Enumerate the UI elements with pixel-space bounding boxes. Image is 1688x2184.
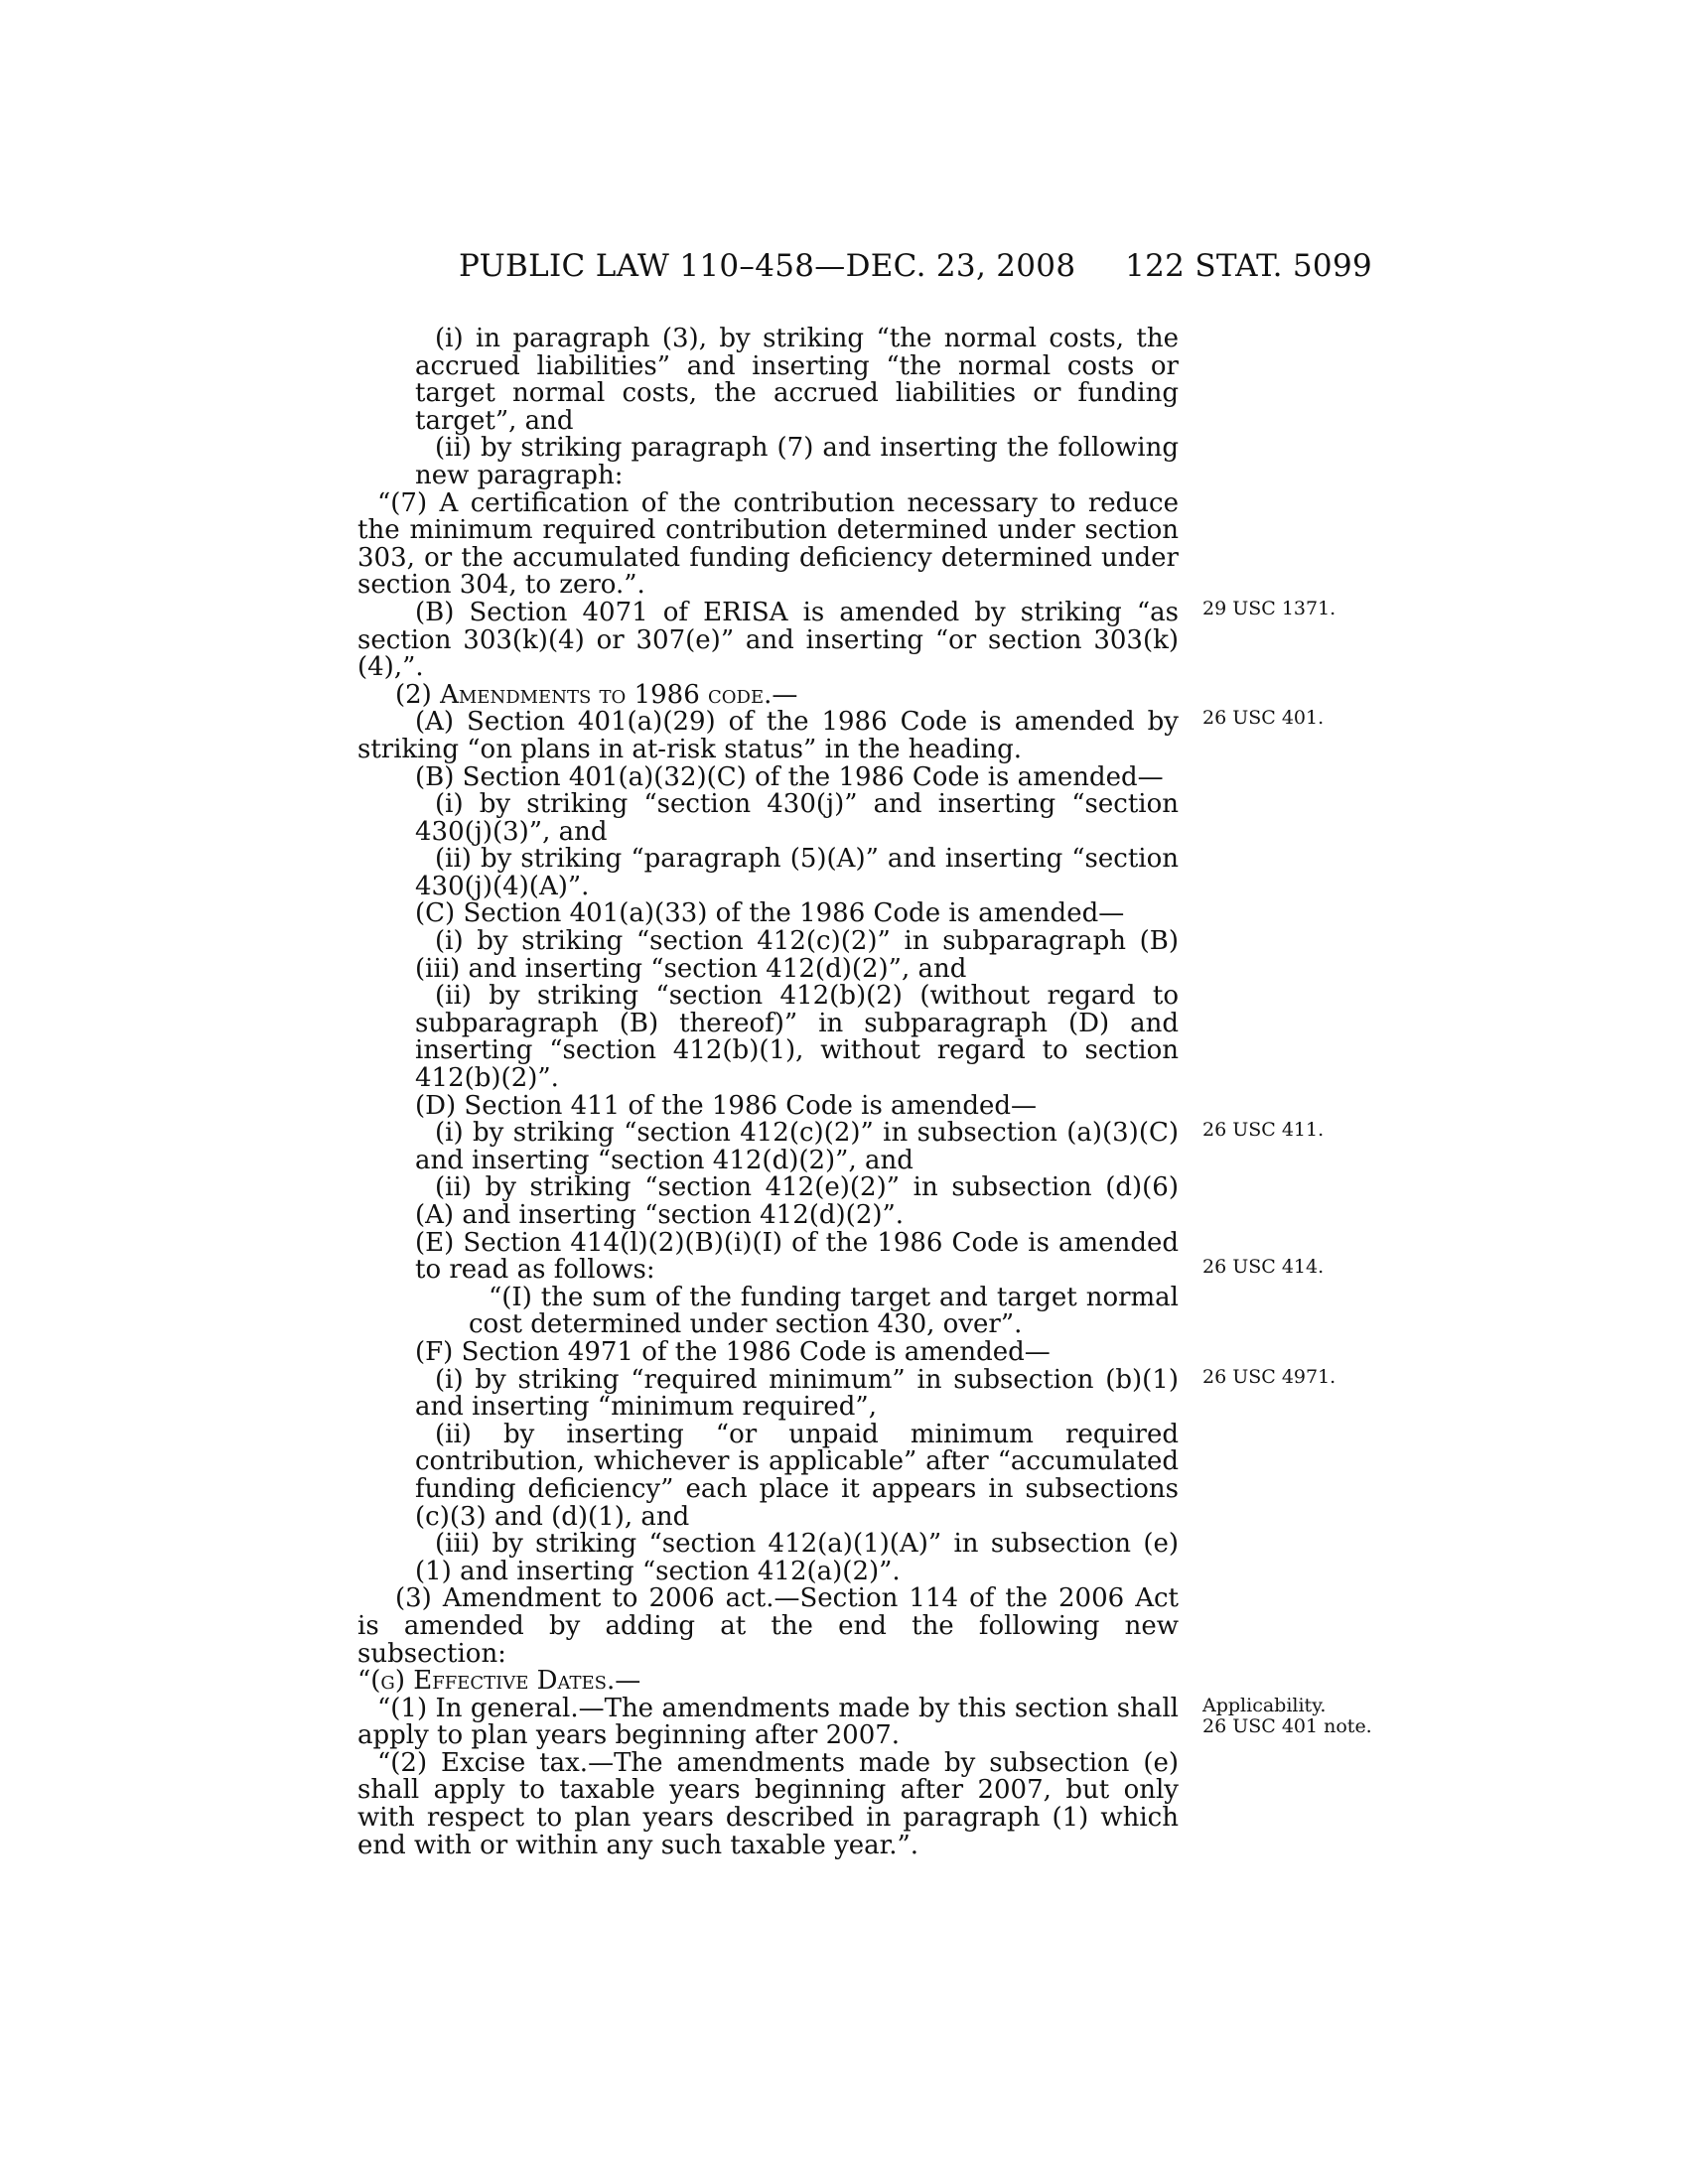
paragraph-quoted: “(I) the sum of the funding target and target normal cost determined under section 430, over”. [469,1282,1179,1340]
paragraph-clause: (i) by striking “section 430(j)” and inserting “section 430(j)(3)”, and [415,789,1179,847]
paragraph-subparagraph: (B) Section 401(a)(32)(C) of the 1986 Code is amended— [415,761,1164,792]
margin-note: Applicability. [1202,1695,1327,1716]
paragraph-clause: (ii) by striking “section 412(b)(2) (without regard to subparagraph (B) thereof)” in subparagraph (D) and inserting “section 412(b)(1), without regard to section 412(b)(2)”. [415,981,1179,1094]
margin-note: 26 USC 414. [1202,1256,1325,1278]
paragraph-subparagraph: (F) Section 4971 of the 1986 Code is amended— [415,1336,1051,1367]
margin-note: 29 USC 1371. [1202,598,1336,619]
paragraph-clause: (i) by striking “section 412(c)(2)” in subsection (a)(3)(C) and inserting “section 412(d)(2)”, and [415,1118,1179,1175]
paragraph-subparagraph: (A) Section 401(a)(29) of the 1986 Code is amended by striking “on plans in at-risk status” in the heading. [357,707,1179,764]
paragraph-quoted: “(2) Excise tax.—The amendments made by subsection (e) shall apply to taxable years beginning after 2007, but only with respect to plan years described in paragraph (1) which end with or within any such taxable year.”. [357,1747,1179,1860]
paragraph-clause: (ii) by striking “section 412(e)(2)” in subsection (d)(6)(A) and inserting “section 412(d)(2)”. [415,1172,1179,1230]
paragraph-clause: (iii) by striking “section 412(a)(1)(A)” in subsection (e)(1) and inserting “section 412(a)(2)”. [415,1529,1179,1586]
paragraph-clause: (ii) by striking paragraph (7) and inserting the following new paragraph: [415,433,1179,490]
paragraph-clause: (ii) by striking “paragraph (5)(A)” and inserting “section 430(j)(4)(A)”. [415,844,1179,901]
paragraph-heading: “(g) Effective Dates.— [357,1666,641,1697]
paragraph-quoted: “(7) A certification of the contribution necessary to reduce the minimum required contribution determined under section 303, or the accumulated funding deficiency determined under section 304, to zero.”. [357,487,1179,601]
margin-note: 26 USC 4971. [1202,1366,1336,1388]
paragraph-amendment: (3) Amendment to 2006 act.—Section 114 of the 2006 Act is amended by adding at the end the following new subsection: [357,1583,1179,1669]
running-head-page-number: 122 STAT. 5099 [1125,248,1372,284]
paragraph-clause: (i) by striking “section 412(c)(2)” in subparagraph (B)(iii) and inserting “section 412(d)(2)”, and [415,926,1179,984]
paragraph-clause: (ii) by inserting “or unpaid minimum required contribution, whichever is applicable” after “accumulated funding deficiency” each place it appears in subsections (c)(3) and (d)(1), and [415,1419,1179,1532]
paragraph-heading: (2) Amendments to 1986 code.— [395,679,798,710]
paragraph-clause: (i) in paragraph (3), by striking “the normal costs, the accrued liabilities” and inserting “the normal costs or target normal costs, the accrued liabilities or funding target”, and [415,324,1179,436]
paragraph-clause: (i) by striking “required minimum” in subsection (b)(1) and inserting “minimum required”, [415,1364,1179,1423]
statute-text [357,326,1179,1859]
paragraph-subparagraph: (D) Section 411 of the 1986 Code is amended— [415,1090,1038,1121]
margin-note: 26 USC 401 note. [1202,1715,1372,1737]
paragraph-quoted: “(1) In general.—The amendments made by this section shall apply to plan years beginning after 2007. [357,1693,1179,1751]
margin-note: 26 USC 411. [1202,1119,1325,1141]
paragraph-subparagraph: (C) Section 401(a)(33) of the 1986 Code is amended— [415,898,1125,929]
paragraph-subparagraph: (B) Section 4071 of ERISA is amended by striking “as section 303(k)(4) or 307(e)” and inserting “or section 303(k)(4),”. [357,597,1179,683]
paragraph-subparagraph: (E) Section 414(l)(2)(B)(i)(I) of the 1986 Code is amended to read as follows: [415,1227,1179,1286]
running-head-title: PUBLIC LAW 110–458—DEC. 23, 2008 [459,248,1076,284]
margin-note: 26 USC 401. [1202,707,1325,729]
